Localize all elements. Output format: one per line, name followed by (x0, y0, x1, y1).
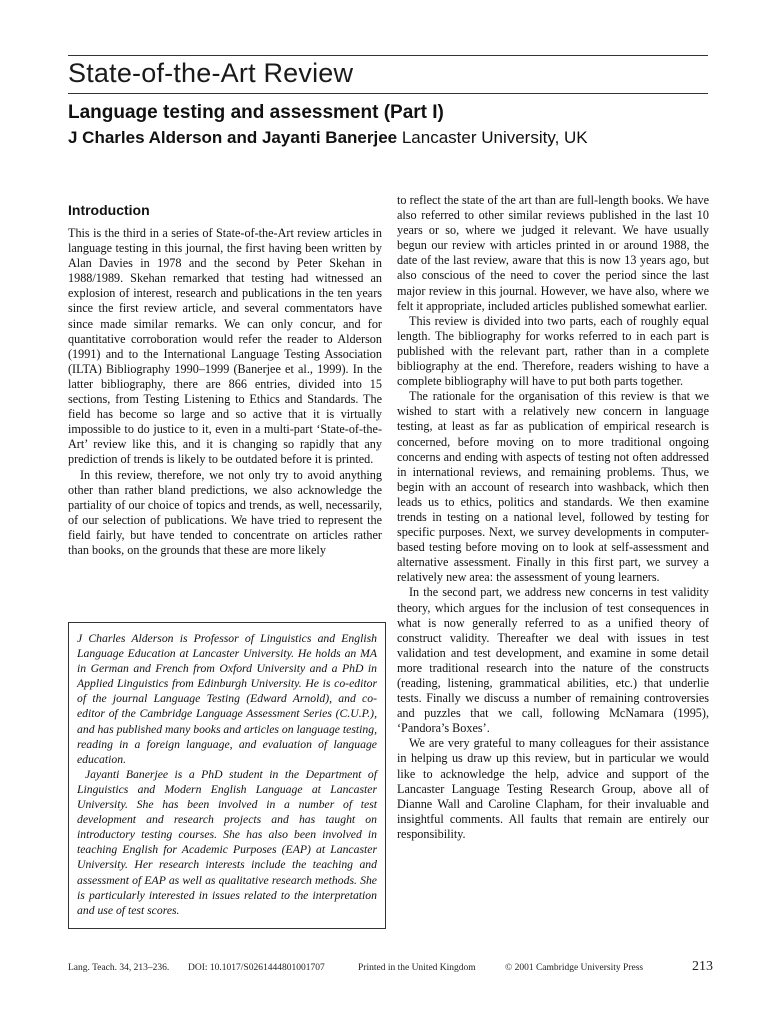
section-title: State-of-the-Art Review (68, 58, 354, 88)
right-column (397, 193, 709, 842)
introduction-heading: Introduction (68, 202, 150, 218)
paragraph: The rationale for the organisation of this review is that we wished to start with a relatively new concern in language testing, at least as far as publication of empirical research is concerned, before moving on to more traditional ongoing concerns and ending with aspects of testing not often addressed in international reviews, and remaining problems. Thus, we begin with an account of research into washback, which then leads us to ethics, politics and standards. We then examine trends in testing on a national level, followed by testing for specific purposes. Next, we survey developments in computer-based testing before moving on to look at self-assessment and alternative assessment. Finally in this first part, we survey a relatively new area: the assessment of young learners. (397, 389, 709, 585)
bio-alderson: J Charles Alderson is Professor of Linguistics and English Language Education at Lancaster University. He holds an MA in German and French from Oxford University and a PhD in Applied Linguistics from Edinburgh University. He is co-editor of the journal Language Testing (Edward Arnold), and co-editor of the Cambridge Language Assessment Series (C.U.P.), and has published many books and articles on language testing, reading in a foreign language, and evaluation of language education. (77, 632, 377, 766)
doi: DOI: 10.1017/S0261444801001707 (188, 963, 325, 973)
author-affiliation: Lancaster University, UK (401, 128, 588, 147)
paragraph: This review is divided into two parts, each of roughly equal length. The bibliography for works referred to in each part is published with the relevant part, rather than in a complete bibliography at the end. Therefore, readers wishing to have a complete bibliography will have to put both parts together. (397, 313, 709, 389)
journal-citation: Lang. Teach. 34, 213–236. (68, 963, 170, 973)
author-names: J Charles Alderson and Jayanti Banerjee (68, 128, 398, 147)
paragraph: In this review, therefore, we not only try to avoid anything other than rather bland predictions, we also acknowledge the partiality of our choice of topics and trends, as well, necessarily, of our selection of publications. We have tried to represent the field fairly, but have tended to concentrate on articles rather than books, on the grounds that these are more likely (68, 467, 382, 557)
title-rule (68, 93, 708, 94)
author-line (68, 128, 588, 148)
left-column (68, 200, 382, 558)
article-title: Language testing and assessment (Part I) (68, 102, 444, 123)
author-bio-box (68, 622, 386, 929)
paragraph: to reflect the state of the art than are full-length books. We have also referred to other similar reviews published in the last 10 years or so, where we judged it relevant. We have usually begun our review with articles printed in or around 1988, the date of the last review, aware that this is now 13 years ago, but also conscious of the need to cover the period since the last major review in this journal. However, we have also, where we felt it appropriate, included articles published somewhat earlier. (397, 193, 709, 313)
printed-note: Printed in the United Kingdom (358, 963, 476, 973)
copyright: © 2001 Cambridge University Press (505, 963, 644, 973)
paragraph: We are very grateful to many colleagues for their assistance in helping us draw up this review, but in particular we would like to acknowledge the help, advice and support of the Lancaster Language Testing Research Group, above all of Dianne Wall and Caroline Clapham, for their invaluable and insightful comments. All faults that remain are entirely our responsibility. (397, 736, 709, 841)
paragraph: In the second part, we address new concerns in test validity theory, which argues for the inclusion of test consequences in what is now generally referred to as a unified theory of construct validity. Thereafter we deal with issues in test validation and test development, and examine in some detail more traditional research into the nature of the constructs (reading, listening, grammatical abilities, etc.) that underlie tests. Finally we discuss a number of remaining controversies and puzzles that we call, following McNamara (1995), ‘Pandora’s Boxes’. (397, 585, 709, 736)
top-rule (68, 55, 708, 56)
page-number: 213 (692, 959, 713, 974)
bio-banerjee: Jayanti Banerjee is a PhD student in the Department of Linguistics and Modern English Language at Lancaster University. She has been involved in a number of test development and research projects and has taught on introductory testing courses. She has also been involved in teaching English for Academic Purposes (EAP) at Lancaster University. Her research interests include the teaching and assessment of EAP as well as qualitative research methods. She is particularly interested in issues related to the interpretation and use of test scores. (77, 767, 377, 917)
paragraph: This is the third in a series of State-of-the-Art review articles in language testing in this journal, the first having been written by Alan Davies in 1978 and the second by Peter Skehan in 1988/1989. Skehan remarked that testing had witnessed an explosion of interest, research and publications in the ten years since the first review article, and several commentators have since made similar remarks. We can only concur, and for quantitative corroboration would refer the reader to Alderson (1991) and to the International Language Testing Association (ILTA) Bibliography 1990–1999 (Banerjee et al., 1999). In the latter bibliography, there are 866 entries, divided into 15 sections, from Testing Listening to Ethics and Standards. The field has become so large and so active that it is virtually impossible to do justice to it, even in a multi-part ‘State-of-the-Art’ review like this, and it is changing so rapidly that any prediction of trends is likely to be outdated before it is printed. (68, 226, 382, 467)
